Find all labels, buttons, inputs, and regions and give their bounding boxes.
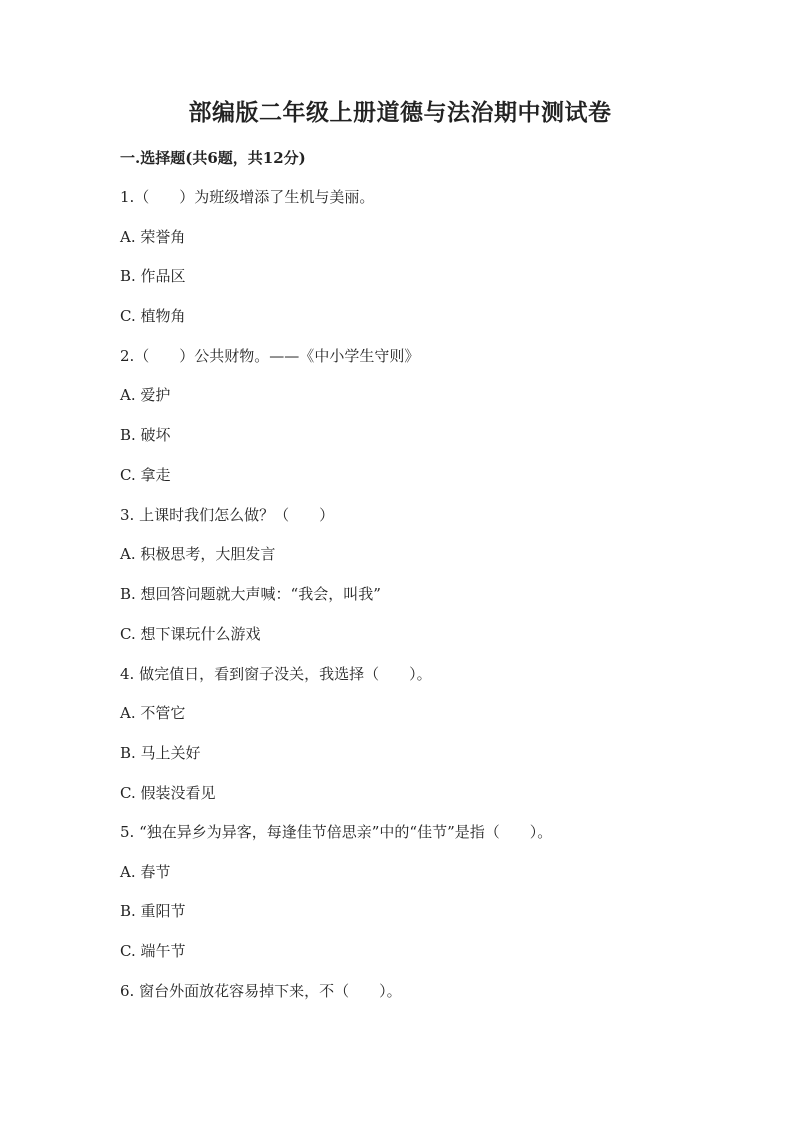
question-2-option-b: B. 破坏 bbox=[120, 426, 171, 444]
section-heading: 一.选择题(共6题，共12分) bbox=[120, 149, 306, 167]
question-1-stem: 1.（ ）为班级增添了生机与美丽。 bbox=[120, 188, 375, 206]
question-2-option-c: C. 拿走 bbox=[120, 466, 171, 484]
question-1-option-c: C. 植物角 bbox=[120, 307, 186, 325]
question-4-option-b: B. 马上关好 bbox=[120, 744, 201, 762]
question-3-option-b: B. 想回答问题就大声喊：“我会，叫我” bbox=[120, 585, 381, 603]
question-5-stem: 5. “独在异乡为异客，每逢佳节倍思亲”中的“佳节”是指（ ）。 bbox=[120, 823, 553, 841]
question-5-option-b: B. 重阳节 bbox=[120, 902, 186, 920]
question-3-option-c: C. 想下课玩什么游戏 bbox=[120, 625, 261, 643]
question-5-option-a: A. 春节 bbox=[120, 863, 171, 881]
question-1-option-a: A. 荣誉角 bbox=[120, 228, 186, 246]
question-5-option-c: C. 端午节 bbox=[120, 942, 186, 960]
exam-title: 部编版二年级上册道德与法治期中测试卷 bbox=[188, 99, 612, 126]
question-3-stem: 3. 上课时我们怎么做？（ ） bbox=[120, 506, 335, 524]
question-2-stem: 2.（ ）公共财物。——《中小学生守则》 bbox=[120, 347, 420, 365]
question-2-option-a: A. 爱护 bbox=[120, 386, 171, 404]
question-1-option-b: B. 作品区 bbox=[120, 267, 186, 285]
question-4-option-a: A. 不管它 bbox=[120, 704, 186, 722]
question-4-stem: 4. 做完值日，看到窗子没关，我选择（ ）。 bbox=[120, 665, 432, 683]
question-6-stem: 6. 窗台外面放花容易掉下来，不（ ）。 bbox=[120, 982, 402, 1000]
question-4-option-c: C. 假装没看见 bbox=[120, 784, 216, 802]
question-3-option-a: A. 积极思考，大胆发言 bbox=[120, 545, 276, 563]
